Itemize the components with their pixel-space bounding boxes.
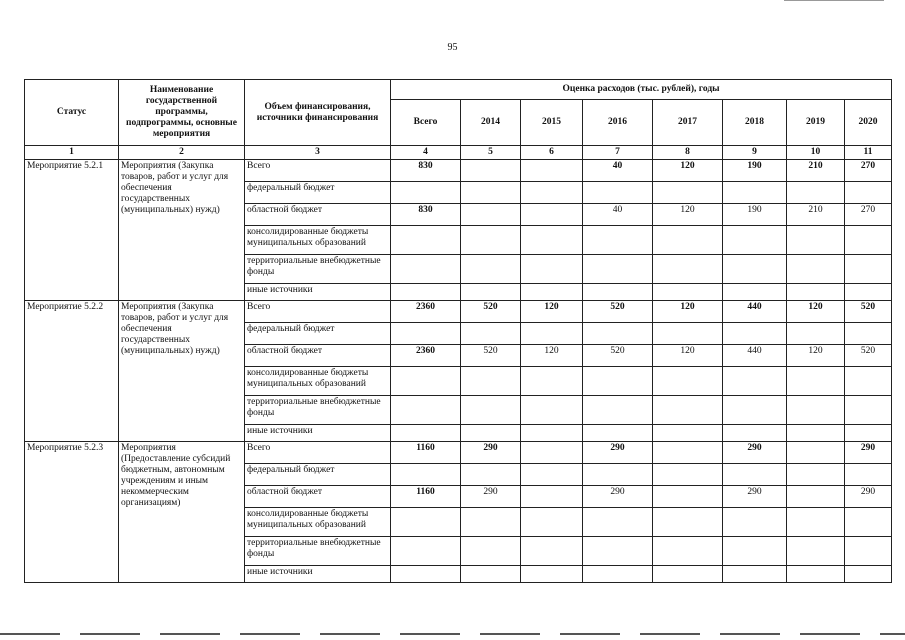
value-cell xyxy=(583,425,653,442)
value-cell xyxy=(461,226,521,255)
header-year-6: 2019 xyxy=(787,100,845,146)
value-cell xyxy=(391,566,461,583)
measure-status: Мероприятие 5.2.2 xyxy=(25,301,119,442)
value-cell xyxy=(391,226,461,255)
value-cell: 120 xyxy=(653,345,723,367)
measure-name: Мероприятия (Предоставление субсидий бюджетным, автономным учреждениям и иным некоммерческим организациям) xyxy=(119,442,245,583)
value-cell xyxy=(521,396,583,425)
value-cell xyxy=(845,464,892,486)
value-cell xyxy=(583,182,653,204)
value-cell xyxy=(723,284,787,301)
header-year-3: 2016 xyxy=(583,100,653,146)
column-number: 8 xyxy=(653,146,723,160)
value-cell xyxy=(521,284,583,301)
value-cell: 1160 xyxy=(391,442,461,464)
value-cell: 520 xyxy=(845,345,892,367)
value-cell: 290 xyxy=(461,486,521,508)
value-cell: 2360 xyxy=(391,345,461,367)
value-cell xyxy=(653,537,723,566)
value-cell xyxy=(391,464,461,486)
value-cell xyxy=(391,182,461,204)
value-cell xyxy=(461,367,521,396)
table-row xyxy=(25,301,892,323)
funding-source: Всего xyxy=(245,442,391,464)
table-row xyxy=(25,160,892,182)
value-cell xyxy=(461,396,521,425)
value-cell xyxy=(391,537,461,566)
value-cell xyxy=(723,255,787,284)
value-cell xyxy=(787,323,845,345)
value-cell xyxy=(787,566,845,583)
value-cell xyxy=(461,284,521,301)
value-cell xyxy=(461,323,521,345)
value-cell: 190 xyxy=(723,160,787,182)
value-cell xyxy=(521,566,583,583)
value-cell xyxy=(583,537,653,566)
funding-source: иные источники xyxy=(245,425,391,442)
measure-name: Мероприятия (Закупка товаров, работ и услуг для обеспечения государственных (муниципальных) нужд) xyxy=(119,160,245,301)
value-cell: 40 xyxy=(583,160,653,182)
funding-source: иные источники xyxy=(245,284,391,301)
value-cell xyxy=(521,508,583,537)
value-cell xyxy=(521,537,583,566)
value-cell xyxy=(787,284,845,301)
column-number: 2 xyxy=(119,146,245,160)
header-year-2: 2015 xyxy=(521,100,583,146)
value-cell xyxy=(391,323,461,345)
value-cell xyxy=(521,486,583,508)
value-cell xyxy=(723,464,787,486)
header-year-0: Всего xyxy=(391,100,461,146)
measure-name: Мероприятия (Закупка товаров, работ и услуг для обеспечения государственных (муниципальных) нужд) xyxy=(119,301,245,442)
value-cell xyxy=(461,508,521,537)
column-number: 1 xyxy=(25,146,119,160)
value-cell xyxy=(583,255,653,284)
header-year-5: 2018 xyxy=(723,100,787,146)
value-cell xyxy=(723,566,787,583)
funding-source: федеральный бюджет xyxy=(245,323,391,345)
value-cell xyxy=(461,204,521,226)
value-cell xyxy=(653,323,723,345)
funding-source: Всего xyxy=(245,160,391,182)
value-cell: 830 xyxy=(391,160,461,182)
value-cell xyxy=(653,425,723,442)
column-number: 6 xyxy=(521,146,583,160)
value-cell xyxy=(583,284,653,301)
header-name: Наименование государственной программы, подпрограммы, основные мероприятия xyxy=(119,80,245,146)
value-cell xyxy=(521,226,583,255)
value-cell xyxy=(583,464,653,486)
funding-source: консолидированные бюджеты муниципальных образований xyxy=(245,226,391,255)
value-cell xyxy=(787,425,845,442)
column-number: 4 xyxy=(391,146,461,160)
value-cell xyxy=(653,255,723,284)
value-cell: 120 xyxy=(653,160,723,182)
value-cell: 270 xyxy=(845,160,892,182)
value-cell xyxy=(845,182,892,204)
column-number: 11 xyxy=(845,146,892,160)
funding-source: областной бюджет xyxy=(245,345,391,367)
value-cell xyxy=(723,226,787,255)
table-row xyxy=(25,442,892,464)
header-year-7: 2020 xyxy=(845,100,892,146)
value-cell xyxy=(461,537,521,566)
column-number: 9 xyxy=(723,146,787,160)
value-cell: 120 xyxy=(653,301,723,323)
value-cell: 520 xyxy=(461,345,521,367)
funding-source: Всего xyxy=(245,301,391,323)
funding-source: территориальные внебюджетные фонды xyxy=(245,396,391,425)
value-cell: 40 xyxy=(583,204,653,226)
value-cell xyxy=(723,396,787,425)
value-cell xyxy=(461,160,521,182)
measure-status: Мероприятие 5.2.3 xyxy=(25,442,119,583)
value-cell: 290 xyxy=(461,442,521,464)
value-cell xyxy=(845,226,892,255)
value-cell: 290 xyxy=(583,442,653,464)
scan-artifact-footer xyxy=(0,633,905,635)
value-cell xyxy=(653,464,723,486)
value-cell xyxy=(653,396,723,425)
value-cell xyxy=(521,204,583,226)
value-cell xyxy=(845,323,892,345)
value-cell xyxy=(391,284,461,301)
header-year-1: 2014 xyxy=(461,100,521,146)
value-cell xyxy=(845,537,892,566)
header-year-4: 2017 xyxy=(653,100,723,146)
value-cell xyxy=(391,255,461,284)
value-cell xyxy=(521,160,583,182)
value-cell: 520 xyxy=(583,301,653,323)
funding-source: иные источники xyxy=(245,566,391,583)
value-cell xyxy=(583,566,653,583)
funding-source: консолидированные бюджеты муниципальных образований xyxy=(245,508,391,537)
value-cell xyxy=(787,182,845,204)
value-cell xyxy=(723,367,787,396)
value-cell xyxy=(521,464,583,486)
header-status: Статус xyxy=(25,80,119,146)
funding-source: территориальные внебюджетные фонды xyxy=(245,255,391,284)
value-cell xyxy=(787,486,845,508)
value-cell xyxy=(787,537,845,566)
column-number: 3 xyxy=(245,146,391,160)
header-estimate: Оценка расходов (тыс. рублей), годы xyxy=(391,80,892,100)
value-cell: 440 xyxy=(723,301,787,323)
funding-source: консолидированные бюджеты муниципальных образований xyxy=(245,367,391,396)
value-cell xyxy=(461,255,521,284)
value-cell xyxy=(723,323,787,345)
value-cell xyxy=(521,367,583,396)
value-cell xyxy=(521,182,583,204)
value-cell xyxy=(583,367,653,396)
value-cell xyxy=(461,566,521,583)
value-cell xyxy=(583,226,653,255)
value-cell: 520 xyxy=(461,301,521,323)
measure-status: Мероприятие 5.2.1 xyxy=(25,160,119,301)
value-cell xyxy=(653,566,723,583)
value-cell: 290 xyxy=(583,486,653,508)
value-cell xyxy=(461,464,521,486)
value-cell xyxy=(787,464,845,486)
value-cell xyxy=(723,182,787,204)
value-cell xyxy=(521,442,583,464)
value-cell xyxy=(521,255,583,284)
value-cell: 290 xyxy=(723,442,787,464)
value-cell xyxy=(521,425,583,442)
value-cell: 120 xyxy=(787,301,845,323)
value-cell xyxy=(787,508,845,537)
value-cell xyxy=(653,508,723,537)
value-cell: 520 xyxy=(583,345,653,367)
value-cell xyxy=(583,396,653,425)
value-cell: 120 xyxy=(787,345,845,367)
value-cell: 830 xyxy=(391,204,461,226)
value-cell xyxy=(845,508,892,537)
value-cell xyxy=(653,367,723,396)
value-cell xyxy=(653,226,723,255)
value-cell xyxy=(521,323,583,345)
value-cell xyxy=(391,396,461,425)
value-cell: 270 xyxy=(845,204,892,226)
funding-source: федеральный бюджет xyxy=(245,464,391,486)
value-cell xyxy=(845,255,892,284)
column-number: 10 xyxy=(787,146,845,160)
value-cell: 120 xyxy=(653,204,723,226)
header-volume: Объем финансирования, источники финансирования xyxy=(245,80,391,146)
value-cell: 290 xyxy=(845,442,892,464)
value-cell xyxy=(845,367,892,396)
value-cell xyxy=(583,508,653,537)
value-cell: 440 xyxy=(723,345,787,367)
value-cell: 520 xyxy=(845,301,892,323)
value-cell xyxy=(845,396,892,425)
value-cell xyxy=(723,508,787,537)
value-cell xyxy=(391,425,461,442)
value-cell: 2360 xyxy=(391,301,461,323)
value-cell xyxy=(787,255,845,284)
value-cell xyxy=(787,442,845,464)
value-cell: 210 xyxy=(787,204,845,226)
value-cell xyxy=(653,182,723,204)
value-cell: 290 xyxy=(723,486,787,508)
value-cell xyxy=(845,566,892,583)
value-cell xyxy=(653,284,723,301)
value-cell: 210 xyxy=(787,160,845,182)
value-cell xyxy=(461,425,521,442)
scan-artifact-line xyxy=(784,0,884,1)
column-number: 7 xyxy=(583,146,653,160)
value-cell: 120 xyxy=(521,301,583,323)
value-cell xyxy=(723,537,787,566)
value-cell xyxy=(723,425,787,442)
value-cell xyxy=(653,442,723,464)
value-cell xyxy=(461,182,521,204)
value-cell xyxy=(845,425,892,442)
value-cell xyxy=(583,323,653,345)
value-cell xyxy=(845,284,892,301)
value-cell: 290 xyxy=(845,486,892,508)
value-cell xyxy=(787,226,845,255)
value-cell xyxy=(653,486,723,508)
funding-source: областной бюджет xyxy=(245,486,391,508)
column-number: 5 xyxy=(461,146,521,160)
value-cell xyxy=(787,396,845,425)
funding-source: федеральный бюджет xyxy=(245,182,391,204)
funding-source: территориальные внебюджетные фонды xyxy=(245,537,391,566)
budget-table xyxy=(24,79,892,583)
value-cell xyxy=(787,367,845,396)
page-number: 95 xyxy=(447,42,458,53)
value-cell: 120 xyxy=(521,345,583,367)
funding-source: областной бюджет xyxy=(245,204,391,226)
value-cell xyxy=(391,367,461,396)
value-cell xyxy=(391,508,461,537)
value-cell: 190 xyxy=(723,204,787,226)
value-cell: 1160 xyxy=(391,486,461,508)
